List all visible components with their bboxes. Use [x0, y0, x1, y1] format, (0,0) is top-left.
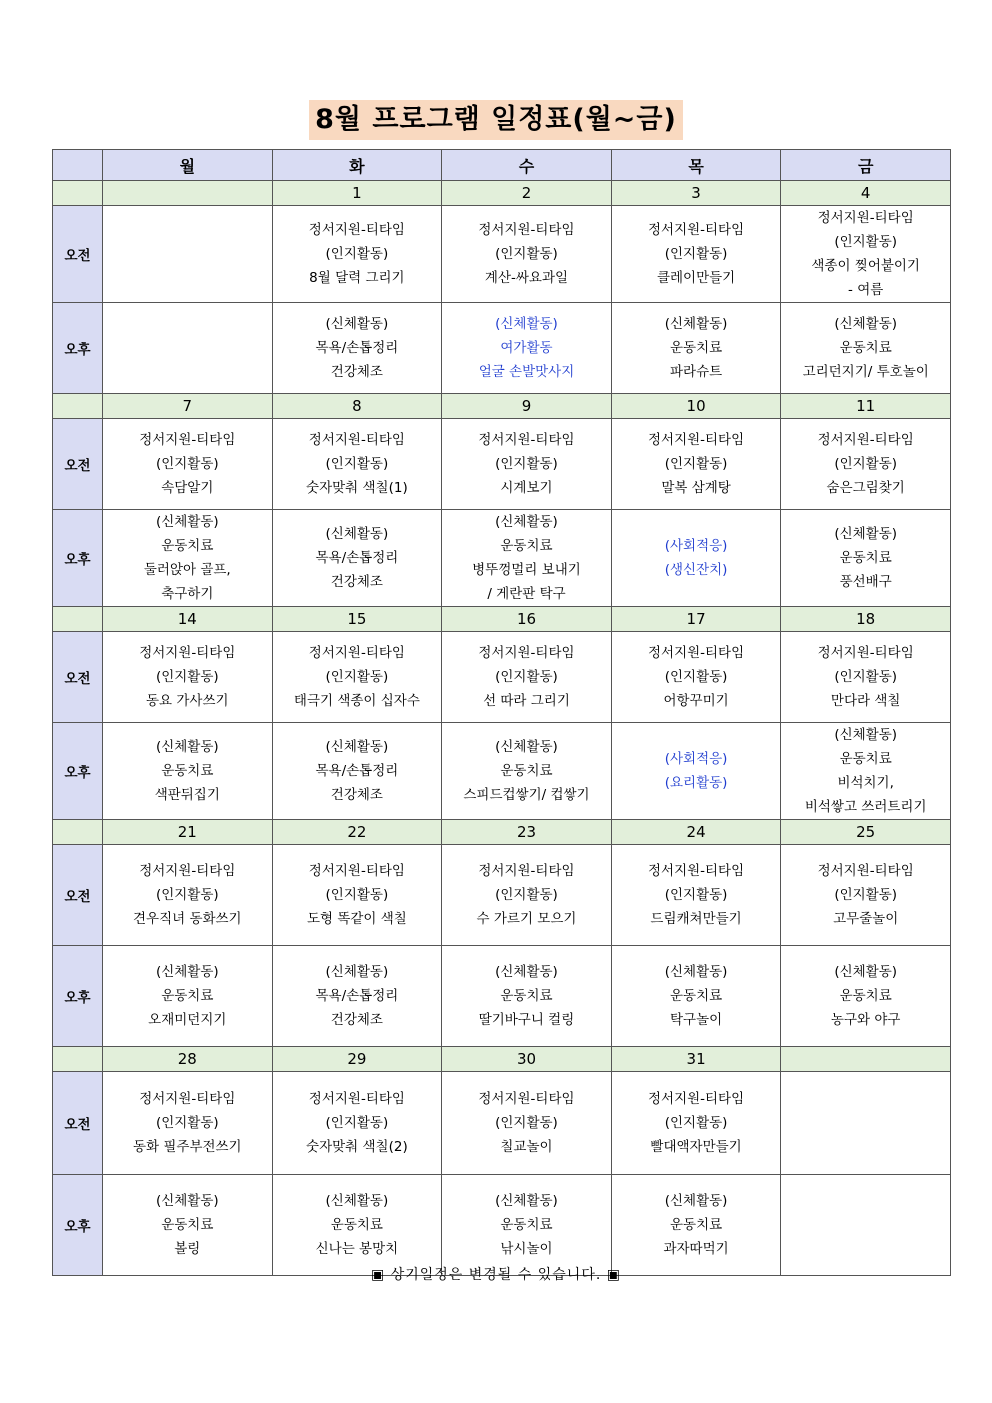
schedule-body	[53, 181, 951, 1276]
date-cell: 8	[272, 394, 442, 419]
footer-note: ▣ 상기일정은 변경될 수 있습니다. ▣	[371, 1267, 621, 1283]
activity-line: (신체활동)	[834, 316, 898, 332]
activity-line: 견우직녀 동화쓰기	[132, 911, 242, 927]
activity-line: 목욕/손톱정리	[315, 763, 399, 779]
afternoon-row	[53, 510, 951, 607]
date-row	[53, 820, 951, 845]
weekday-header-wed: 수	[442, 150, 612, 181]
activity-line: (신체활동)	[325, 316, 389, 332]
activity-line: 숨은그림찾기	[826, 480, 905, 496]
date-cell: 14	[103, 607, 273, 632]
date-cell: 2	[442, 181, 612, 206]
activity-cell	[611, 1175, 781, 1276]
weekday-header-row	[53, 150, 951, 181]
activity-cell	[103, 1175, 273, 1276]
activity-cell	[442, 946, 612, 1047]
activity-line: 색종이 찢어붙이기	[811, 258, 920, 274]
date-cell: 4	[781, 181, 951, 206]
activity-line: (신체활동)	[495, 964, 558, 980]
activity-line: 파라슈트	[669, 364, 723, 380]
activity-line: 고리던지기/ 투호놀이	[802, 364, 929, 380]
activity-line: (인지활동)	[495, 669, 558, 685]
activity-line: 얼굴 손발맛사지	[478, 364, 575, 380]
activity-cell	[103, 632, 273, 723]
activity-cell	[781, 1175, 951, 1276]
activity-line: 정서지원-티타임	[478, 1091, 575, 1107]
activity-line: (신체활동)	[834, 964, 898, 980]
activity-line: (신체활동)	[834, 526, 898, 542]
activity-line: 신나는 봉망치	[315, 1241, 399, 1257]
date-cell: 24	[611, 820, 781, 845]
activity-line: (인지활동)	[155, 887, 219, 903]
activity-line: 정서지원-티타임	[308, 645, 405, 661]
activity-cell	[272, 632, 442, 723]
activity-line: 동요 가사쓰기	[146, 693, 229, 709]
activity-line: 건강체조	[330, 1012, 383, 1028]
activity-cell	[781, 510, 951, 607]
activity-line: (인지활동)	[325, 246, 389, 262]
morning-row	[53, 419, 951, 510]
activity-line: 운동치료	[839, 988, 892, 1004]
activity-line: 빨대액자만들기	[650, 1139, 742, 1155]
date-cell: 31	[611, 1047, 781, 1072]
activity-line: 운동치료	[161, 763, 214, 779]
date-cell	[103, 181, 273, 206]
activity-cell	[103, 1072, 273, 1175]
activity-line: (인지활동)	[664, 246, 728, 262]
slot-label-afternoon: 오후	[53, 723, 103, 820]
activity-line: (인지활동)	[495, 456, 558, 472]
schedule-table	[52, 149, 951, 1276]
date-row-spacer	[53, 820, 103, 845]
activity-line: 운동치료	[839, 550, 892, 566]
activity-line: (사회적응)	[664, 751, 728, 767]
activity-cell	[442, 303, 612, 394]
activity-line: 8월 달력 그리기	[309, 270, 405, 286]
activity-line: (신체활동)	[325, 526, 389, 542]
activity-line: (인지활동)	[495, 887, 558, 903]
activity-line: 클레이만들기	[656, 270, 736, 286]
afternoon-row	[53, 946, 951, 1047]
activity-line: 운동치료	[500, 988, 553, 1004]
activity-line: 운동치료	[161, 988, 214, 1004]
activity-cell	[442, 632, 612, 723]
date-cell: 11	[781, 394, 951, 419]
date-cell: 17	[611, 607, 781, 632]
activity-line: 정서지원-티타임	[647, 645, 745, 661]
date-row-spacer	[53, 1047, 103, 1072]
date-row	[53, 607, 951, 632]
date-cell	[781, 1047, 951, 1072]
date-cell: 15	[272, 607, 442, 632]
activity-line: 건강체조	[330, 787, 383, 803]
activity-cell	[272, 1175, 442, 1276]
activity-line: 정서지원-티타임	[308, 222, 405, 238]
activity-line: 운동치료	[500, 763, 553, 779]
activity-line: 계산-싸요과일	[484, 270, 569, 286]
activity-line: / 게란판 탁구	[487, 586, 566, 602]
activity-line: (인지활동)	[664, 1115, 728, 1131]
activity-cell	[442, 1072, 612, 1175]
activity-line: (신체활동)	[495, 316, 558, 332]
activity-line: 시계보기	[500, 480, 553, 496]
activity-line: 목욕/손톱정리	[315, 988, 399, 1004]
activity-line: (신체활동)	[495, 1193, 558, 1209]
activity-line: 정서지원-티타임	[478, 645, 575, 661]
weekday-header-thu: 목	[611, 150, 781, 181]
activity-line: 여가활동	[500, 340, 553, 356]
activity-cell	[272, 419, 442, 510]
activity-line: (인지활동)	[325, 669, 389, 685]
date-cell: 30	[442, 1047, 612, 1072]
date-cell: 1	[272, 181, 442, 206]
activity-cell	[781, 1072, 951, 1175]
activity-line: (인지활동)	[325, 1115, 389, 1131]
activity-line: 정서지원-티타임	[308, 1091, 405, 1107]
activity-line: 정서지원-티타임	[817, 863, 914, 879]
activity-cell	[442, 419, 612, 510]
weekday-header-tue: 화	[272, 150, 442, 181]
weekday-header-fri: 금	[781, 150, 951, 181]
activity-line: 정서지원-티타임	[817, 645, 914, 661]
date-cell: 28	[103, 1047, 273, 1072]
date-cell: 10	[611, 394, 781, 419]
activity-line: 탁구놀이	[669, 1012, 723, 1028]
date-cell: 21	[103, 820, 273, 845]
activity-line: (신체활동)	[155, 1193, 219, 1209]
activity-line: (인지활동)	[155, 456, 219, 472]
activity-cell	[442, 723, 612, 820]
slot-label-morning: 오전	[53, 206, 103, 303]
activity-line: (신체활동)	[834, 727, 898, 743]
activity-line: 병뚜껑멀리 보내기	[472, 562, 581, 578]
activity-cell	[442, 845, 612, 946]
activity-line: 운동치료	[161, 538, 214, 554]
slot-label-afternoon: 오후	[53, 946, 103, 1047]
activity-line: 도형 똑같이 색칠	[306, 911, 407, 927]
date-cell: 22	[272, 820, 442, 845]
activity-line: (인지활동)	[664, 456, 728, 472]
title-wrap	[0, 100, 992, 140]
activity-line: 색판뒤집기	[154, 787, 220, 803]
activity-cell	[442, 1175, 612, 1276]
page-title: 8월 프로그램 일정표(월~금)	[309, 100, 683, 140]
activity-line: 둘러앉아 골프,	[143, 562, 231, 578]
date-cell: 23	[442, 820, 612, 845]
activity-line: 운동치료	[330, 1217, 383, 1233]
activity-line: 운동치료	[161, 1217, 214, 1233]
activity-cell	[272, 723, 442, 820]
activity-line: (인지활동)	[834, 234, 898, 250]
activity-line: 속담알기	[161, 480, 214, 496]
activity-cell	[781, 632, 951, 723]
activity-cell	[781, 946, 951, 1047]
morning-row	[53, 206, 951, 303]
activity-line: 정서지원-티타임	[647, 1091, 745, 1107]
activity-line: (사회적응)	[664, 538, 728, 554]
date-cell: 3	[611, 181, 781, 206]
activity-line: 운동치료	[669, 340, 723, 356]
date-cell: 7	[103, 394, 273, 419]
activity-line: (인지활동)	[325, 456, 389, 472]
activity-cell	[442, 510, 612, 607]
activity-cell	[611, 1072, 781, 1175]
activity-line: (신체활동)	[664, 316, 728, 332]
activity-line: 정서지원-티타임	[139, 645, 236, 661]
activity-cell	[781, 723, 951, 820]
activity-line: 정서지원-티타임	[308, 863, 405, 879]
activity-cell	[103, 845, 273, 946]
date-cell: 18	[781, 607, 951, 632]
activity-line: 농구와 야구	[830, 1012, 901, 1028]
activity-line: 축구하기	[161, 586, 214, 602]
activity-line: 정서지원-티타임	[817, 432, 914, 448]
activity-line: 정서지원-티타임	[478, 222, 575, 238]
activity-line: 목욕/손톱정리	[315, 550, 399, 566]
activity-cell	[611, 510, 781, 607]
activity-line: - 여름	[848, 282, 884, 298]
activity-cell	[272, 946, 442, 1047]
activity-line: 숫자맞춰 색칠(2)	[306, 1139, 408, 1155]
header-corner	[53, 150, 103, 181]
activity-line: (인지활동)	[155, 669, 219, 685]
slot-label-afternoon: 오후	[53, 303, 103, 394]
activity-cell	[781, 303, 951, 394]
slot-label-afternoon: 오후	[53, 510, 103, 607]
activity-line: 칠교놀이	[500, 1139, 553, 1155]
activity-cell	[272, 845, 442, 946]
activity-line: (신체활동)	[325, 1193, 389, 1209]
slot-label-morning: 오전	[53, 419, 103, 510]
date-row	[53, 181, 951, 206]
activity-line: (인지활동)	[834, 456, 898, 472]
activity-line: 숫자맞춰 색칠(1)	[306, 480, 408, 496]
date-cell: 29	[272, 1047, 442, 1072]
date-row-spacer	[53, 181, 103, 206]
weekday-header-mon: 월	[103, 150, 273, 181]
date-row	[53, 394, 951, 419]
activity-line: 풍선배구	[839, 574, 892, 590]
date-cell: 25	[781, 820, 951, 845]
activity-line: 수 가르기 모으기	[476, 911, 577, 927]
activity-cell	[781, 206, 951, 303]
morning-row	[53, 632, 951, 723]
activity-line: (인지활동)	[325, 887, 389, 903]
activity-line: 운동치료	[669, 988, 723, 1004]
activity-line: 오재미던지기	[148, 1012, 227, 1028]
activity-cell	[611, 632, 781, 723]
activity-line: 정서지원-티타임	[817, 210, 914, 226]
activity-line: 정서지원-티타임	[308, 432, 405, 448]
activity-cell	[611, 419, 781, 510]
activity-line: 태극기 색종이 십자수	[293, 693, 420, 709]
date-row-spacer	[53, 607, 103, 632]
activity-line: (인지활동)	[834, 669, 898, 685]
activity-line: 운동치료	[669, 1217, 723, 1233]
activity-line: (신체활동)	[495, 514, 558, 530]
date-cell: 9	[442, 394, 612, 419]
activity-line: (신체활동)	[664, 1193, 728, 1209]
activity-line: 어항꾸미기	[663, 693, 729, 709]
activity-cell	[103, 946, 273, 1047]
activity-cell	[611, 303, 781, 394]
activity-line: 스피드컵쌓기/ 컵쌓기	[463, 787, 590, 803]
activity-line: 정서지원-티타임	[139, 1091, 236, 1107]
slot-label-morning: 오전	[53, 632, 103, 723]
activity-cell	[272, 206, 442, 303]
activity-cell	[781, 845, 951, 946]
morning-row	[53, 1072, 951, 1175]
activity-line: 건강체조	[330, 364, 383, 380]
date-row-spacer	[53, 394, 103, 419]
activity-cell	[103, 303, 273, 394]
morning-row	[53, 845, 951, 946]
activity-line: (요리활동)	[664, 775, 728, 791]
activity-line: (신체활동)	[664, 964, 728, 980]
activity-cell	[611, 206, 781, 303]
activity-line: 낚시놀이	[500, 1241, 553, 1257]
afternoon-row	[53, 1175, 951, 1276]
activity-cell	[272, 510, 442, 607]
slot-label-afternoon: 오후	[53, 1175, 103, 1276]
slot-label-morning: 오전	[53, 845, 103, 946]
activity-line: 딸기바구니 컬링	[478, 1012, 575, 1028]
activity-line: 목욕/손톱정리	[315, 340, 399, 356]
activity-line: 정서지원-티타임	[647, 222, 745, 238]
activity-cell	[103, 419, 273, 510]
activity-line: (신체활동)	[155, 514, 219, 530]
date-cell: 16	[442, 607, 612, 632]
activity-line: 정서지원-티타임	[139, 432, 236, 448]
activity-line: (인지활동)	[495, 1115, 558, 1131]
activity-line: (신체활동)	[155, 739, 219, 755]
activity-line: (신체활동)	[495, 739, 558, 755]
activity-line: (인지활동)	[495, 246, 558, 262]
afternoon-row	[53, 303, 951, 394]
activity-line: 비석치기,	[837, 775, 894, 791]
afternoon-row	[53, 723, 951, 820]
activity-line: 비석쌓고 쓰러트리기	[804, 799, 927, 815]
activity-line: 정서지원-티타임	[478, 863, 575, 879]
activity-cell	[442, 206, 612, 303]
activity-line: 동화 필주부전쓰기	[132, 1139, 242, 1155]
activity-line: 말복 삼계탕	[661, 480, 731, 496]
activity-line: 정서지원-티타임	[647, 432, 745, 448]
activity-line: 만다라 색칠	[830, 693, 901, 709]
activity-line: (신체활동)	[325, 964, 389, 980]
activity-line: 과자따먹기	[663, 1241, 729, 1257]
activity-line: 정서지원-티타임	[647, 863, 745, 879]
activity-line: (신체활동)	[155, 964, 219, 980]
activity-line: 운동치료	[839, 751, 892, 767]
activity-line: 볼링	[174, 1241, 201, 1257]
activity-line: 정서지원-티타임	[139, 863, 236, 879]
activity-line: (인지활동)	[834, 887, 898, 903]
activity-cell	[103, 723, 273, 820]
date-row	[53, 1047, 951, 1072]
activity-line: 운동치료	[500, 1217, 553, 1233]
activity-line: 고무줄놀이	[833, 911, 899, 927]
activity-line: 정서지원-티타임	[478, 432, 575, 448]
activity-cell	[611, 845, 781, 946]
activity-line: (인지활동)	[664, 887, 728, 903]
activity-cell	[272, 303, 442, 394]
activity-line: (생신잔치)	[664, 562, 728, 578]
activity-line: 선 따라 그리기	[483, 693, 570, 709]
activity-line: 드림캐쳐만들기	[650, 911, 742, 927]
activity-line: (인지활동)	[664, 669, 728, 685]
activity-line: (신체활동)	[325, 739, 389, 755]
activity-line: 운동치료	[500, 538, 553, 554]
activity-line: 건강체조	[330, 574, 383, 590]
activity-cell	[611, 946, 781, 1047]
activity-cell	[611, 723, 781, 820]
activity-cell	[272, 1072, 442, 1175]
activity-line: (인지활동)	[155, 1115, 219, 1131]
activity-cell	[781, 419, 951, 510]
activity-cell	[103, 510, 273, 607]
slot-label-morning: 오전	[53, 1072, 103, 1175]
activity-cell	[103, 206, 273, 303]
activity-line: 운동치료	[839, 340, 892, 356]
